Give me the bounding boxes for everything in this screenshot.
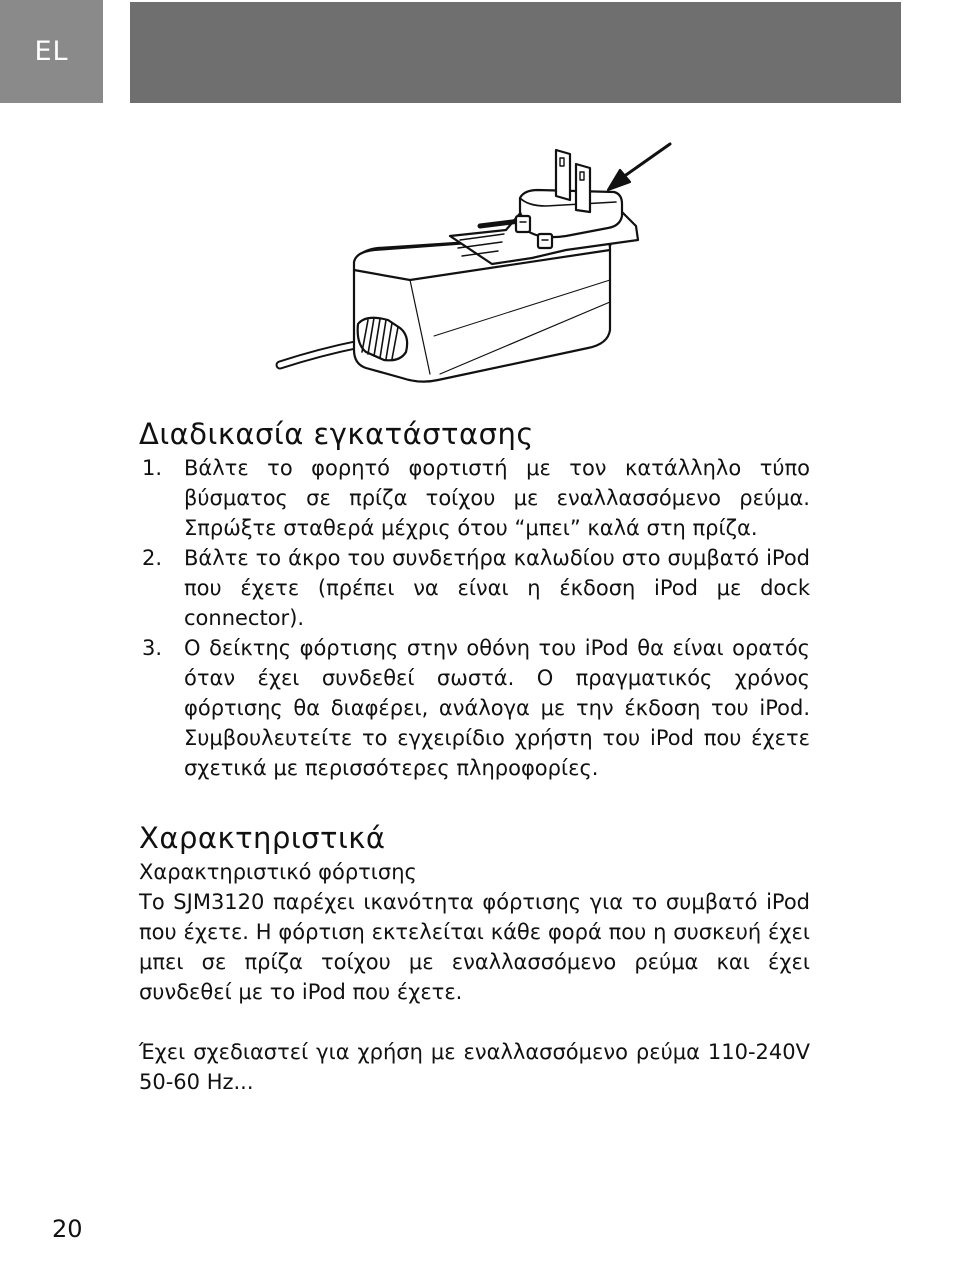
step-text: Βάλτε το άκρο του συνδετήρα καλωδίου στο συμβατό iPod που έχετε (πρέπει να είναι η έκδοση iPod με dock connector). — [184, 546, 810, 630]
features-section — [139, 819, 810, 1097]
header-bar — [130, 2, 901, 103]
content-area — [139, 415, 810, 1097]
installation-steps — [139, 453, 810, 783]
step-item — [139, 543, 810, 633]
installation-title: Διαδικασία εγκατάστασης — [139, 417, 534, 451]
language-tab — [0, 0, 103, 103]
features-title: Χαρακτηριστικά — [139, 821, 386, 855]
step-number: 3. — [142, 636, 163, 660]
step-item — [139, 453, 810, 543]
features-voltage-paragraph: Έχει σχεδιαστεί για χρήση με εναλλασσόμενο ρεύμα 110-240V 50-60 Hz... — [139, 1040, 810, 1094]
step-text: Βάλτε το φορητό φορτιστή με τον κατάλληλο τύπο βύσματος σε πρίζα τοίχου με εναλλασσόμενο ρεύμα. Σπρώξτε σταθερά μέχρις ότου “μπει” καλά στη πρίζα. — [184, 456, 810, 540]
step-item — [139, 633, 810, 783]
step-number: 1. — [142, 456, 163, 480]
features-paragraph: Το SJM3120 παρέχει ικανότητα φόρτισης για το συμβατό iPod που έχετε. Η φόρτιση εκτελείται κάθε φορά που η συσκευή έχει μπει σε πρίζα τοίχου με εναλλασσόμενο ρεύμα και έχει συνδεθεί με το iPod που έχετε. — [139, 890, 810, 1004]
power-adapter-illustration — [270, 130, 690, 400]
features-subtitle: Χαρακτηριστικό φόρτισης — [139, 860, 417, 884]
step-number: 2. — [142, 546, 163, 570]
page-number: 20 — [52, 1215, 83, 1243]
language-code: EL — [34, 36, 69, 67]
step-text: Ο δείκτης φόρτισης στην οθόνη του iPod θα είναι ορατός όταν έχει συνδεθεί σωστά. Ο πραγματικός χρόνος φόρτισης θα διαφέρει, ανάλογα με την έκδοση του iPod. Συμβουλευτείτε το εγχειρίδιο χρήστη του iPod που έχετε σχετικά με περισσότερες πληροφορίες. — [184, 636, 810, 780]
